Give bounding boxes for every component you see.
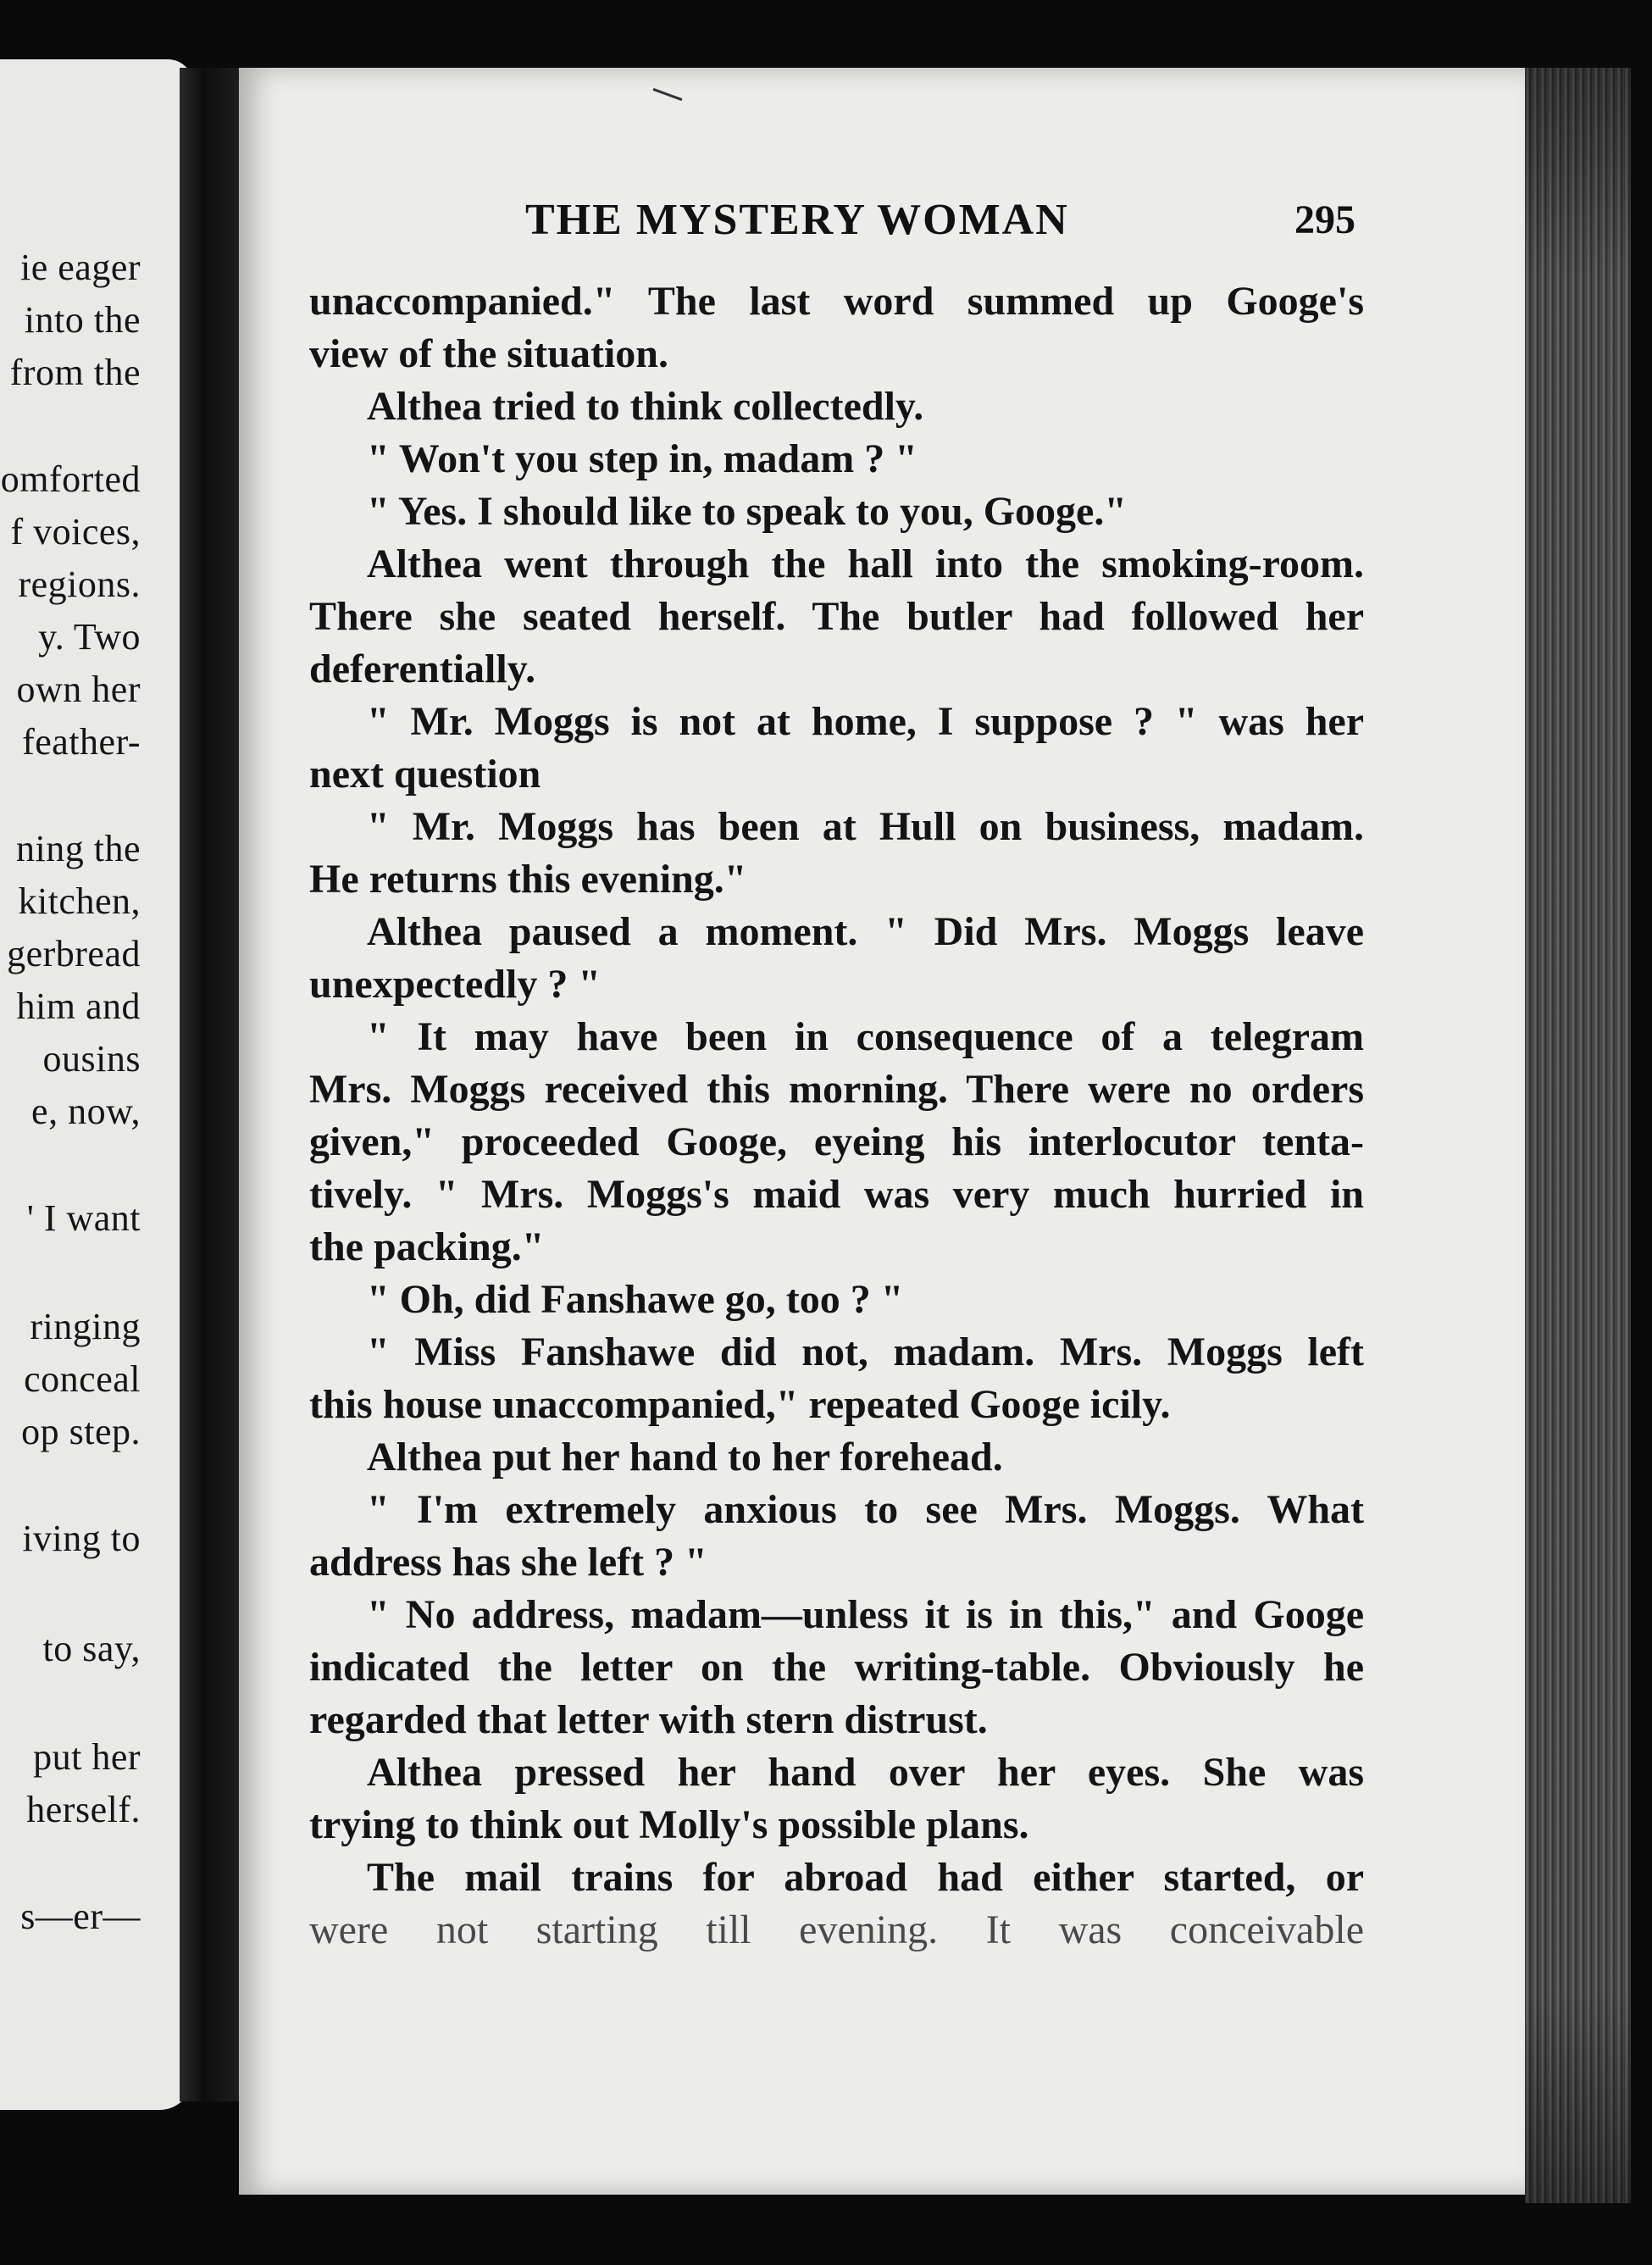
text-line: Mrs. Moggs received this morning. There were no orders <box>309 1067 1364 1112</box>
text-line: deferentially. <box>309 647 536 691</box>
text-line: Althea paused a moment. " Did Mrs. Moggs leave <box>367 909 1364 954</box>
left-page-line: herself. <box>26 1789 141 1830</box>
left-page-line: omforted <box>0 458 141 500</box>
left-page-line: iving to <box>22 1518 141 1559</box>
left-page-line: e, now, <box>31 1091 141 1132</box>
left-page-line: ' I want <box>26 1197 141 1239</box>
left-page-line: regions. <box>18 563 141 605</box>
text-line: next question <box>309 752 541 797</box>
left-page-line: from the <box>9 352 141 393</box>
text-line: indicated the letter on the writing-table. Obviously he <box>309 1645 1364 1690</box>
text-line: Althea went through the hall into the smoking-room. <box>367 541 1364 586</box>
text-line: trying to think out Molly's possible plans. <box>309 1802 1029 1847</box>
left-page-line: ning the <box>16 828 141 869</box>
text-line: " Mr. Moggs has been at Hull on business, madam. <box>367 804 1364 849</box>
left-page-fragment <box>0 59 193 2110</box>
text-line: regarded that letter with stern distrust. <box>309 1697 988 1742</box>
book-gutter <box>180 68 239 2101</box>
text-line: " I'm extremely anxious to see Mrs. Moggs. What <box>367 1487 1364 1532</box>
left-page-line: into the <box>24 299 141 341</box>
text-line: He returns this evening." <box>309 857 747 902</box>
left-page-line: y. Two <box>38 616 141 658</box>
text-line: were not starting till evening. It was conceivable <box>309 1907 1364 1952</box>
left-page-line: ousins <box>42 1038 141 1080</box>
body-text <box>309 275 1364 1957</box>
text-line: " Yes. I should like to speak to you, Googe." <box>367 489 1127 534</box>
text-line: this house unaccompanied," repeated Googe icily. <box>309 1382 1171 1427</box>
left-page-line: to say, <box>42 1628 141 1669</box>
running-head: THE MYSTERY WOMAN <box>525 196 1069 244</box>
text-line: " Miss Fanshawe did not, madam. Mrs. Moggs left <box>367 1330 1364 1374</box>
left-page-line: s—er— <box>20 1896 141 1937</box>
page-number: 295 <box>1294 197 1355 242</box>
text-line: tively. " Mrs. Moggs's maid was very much hurried in <box>309 1172 1364 1217</box>
left-page-line: conceal <box>24 1358 141 1400</box>
text-line: " It may have been in consequence of a telegram <box>367 1014 1364 1059</box>
left-page-line: f voices, <box>10 511 141 552</box>
text-line: Althea put her hand to her forehead. <box>367 1435 1003 1479</box>
left-page-line: own her <box>16 669 141 710</box>
left-page-line: op step. <box>21 1411 141 1452</box>
text-line: " No address, madam—unless it is in this," and Googe <box>367 1592 1364 1637</box>
text-line: " Oh, did Fanshawe go, too ? " <box>367 1277 904 1322</box>
text-line: the packing." <box>309 1224 545 1269</box>
left-page-line: feather- <box>22 721 141 763</box>
text-line: unexpectedly ? " <box>309 962 601 1007</box>
text-line: unaccompanied." The last word summed up Googe's <box>309 279 1364 324</box>
text-line: Althea tried to think collectedly. <box>367 384 924 429</box>
left-page-line: him and <box>16 985 141 1027</box>
text-line: The mail trains for abroad had either started, or <box>367 1855 1364 1900</box>
text-line: " Mr. Moggs is not at home, I suppose ? " was her <box>367 699 1364 744</box>
text-line: address has she left ? " <box>309 1540 707 1585</box>
text-line: given," proceeded Googe, eyeing his interlocutor tenta- <box>309 1119 1364 1164</box>
left-page-line: ringing <box>30 1306 141 1347</box>
text-line: " Won't you step in, madam ? " <box>367 436 917 481</box>
left-page-line: ie eager <box>20 247 141 288</box>
left-page-line: put her <box>33 1736 141 1778</box>
text-line: view of the situation. <box>309 331 668 376</box>
left-page-line: gerbread <box>7 933 141 974</box>
text-line: Althea pressed her hand over her eyes. She was <box>367 1750 1364 1795</box>
left-page-line: kitchen, <box>18 880 141 922</box>
text-line: There she seated herself. The butler had followed her <box>309 594 1364 639</box>
page-edges <box>1525 68 1631 2203</box>
